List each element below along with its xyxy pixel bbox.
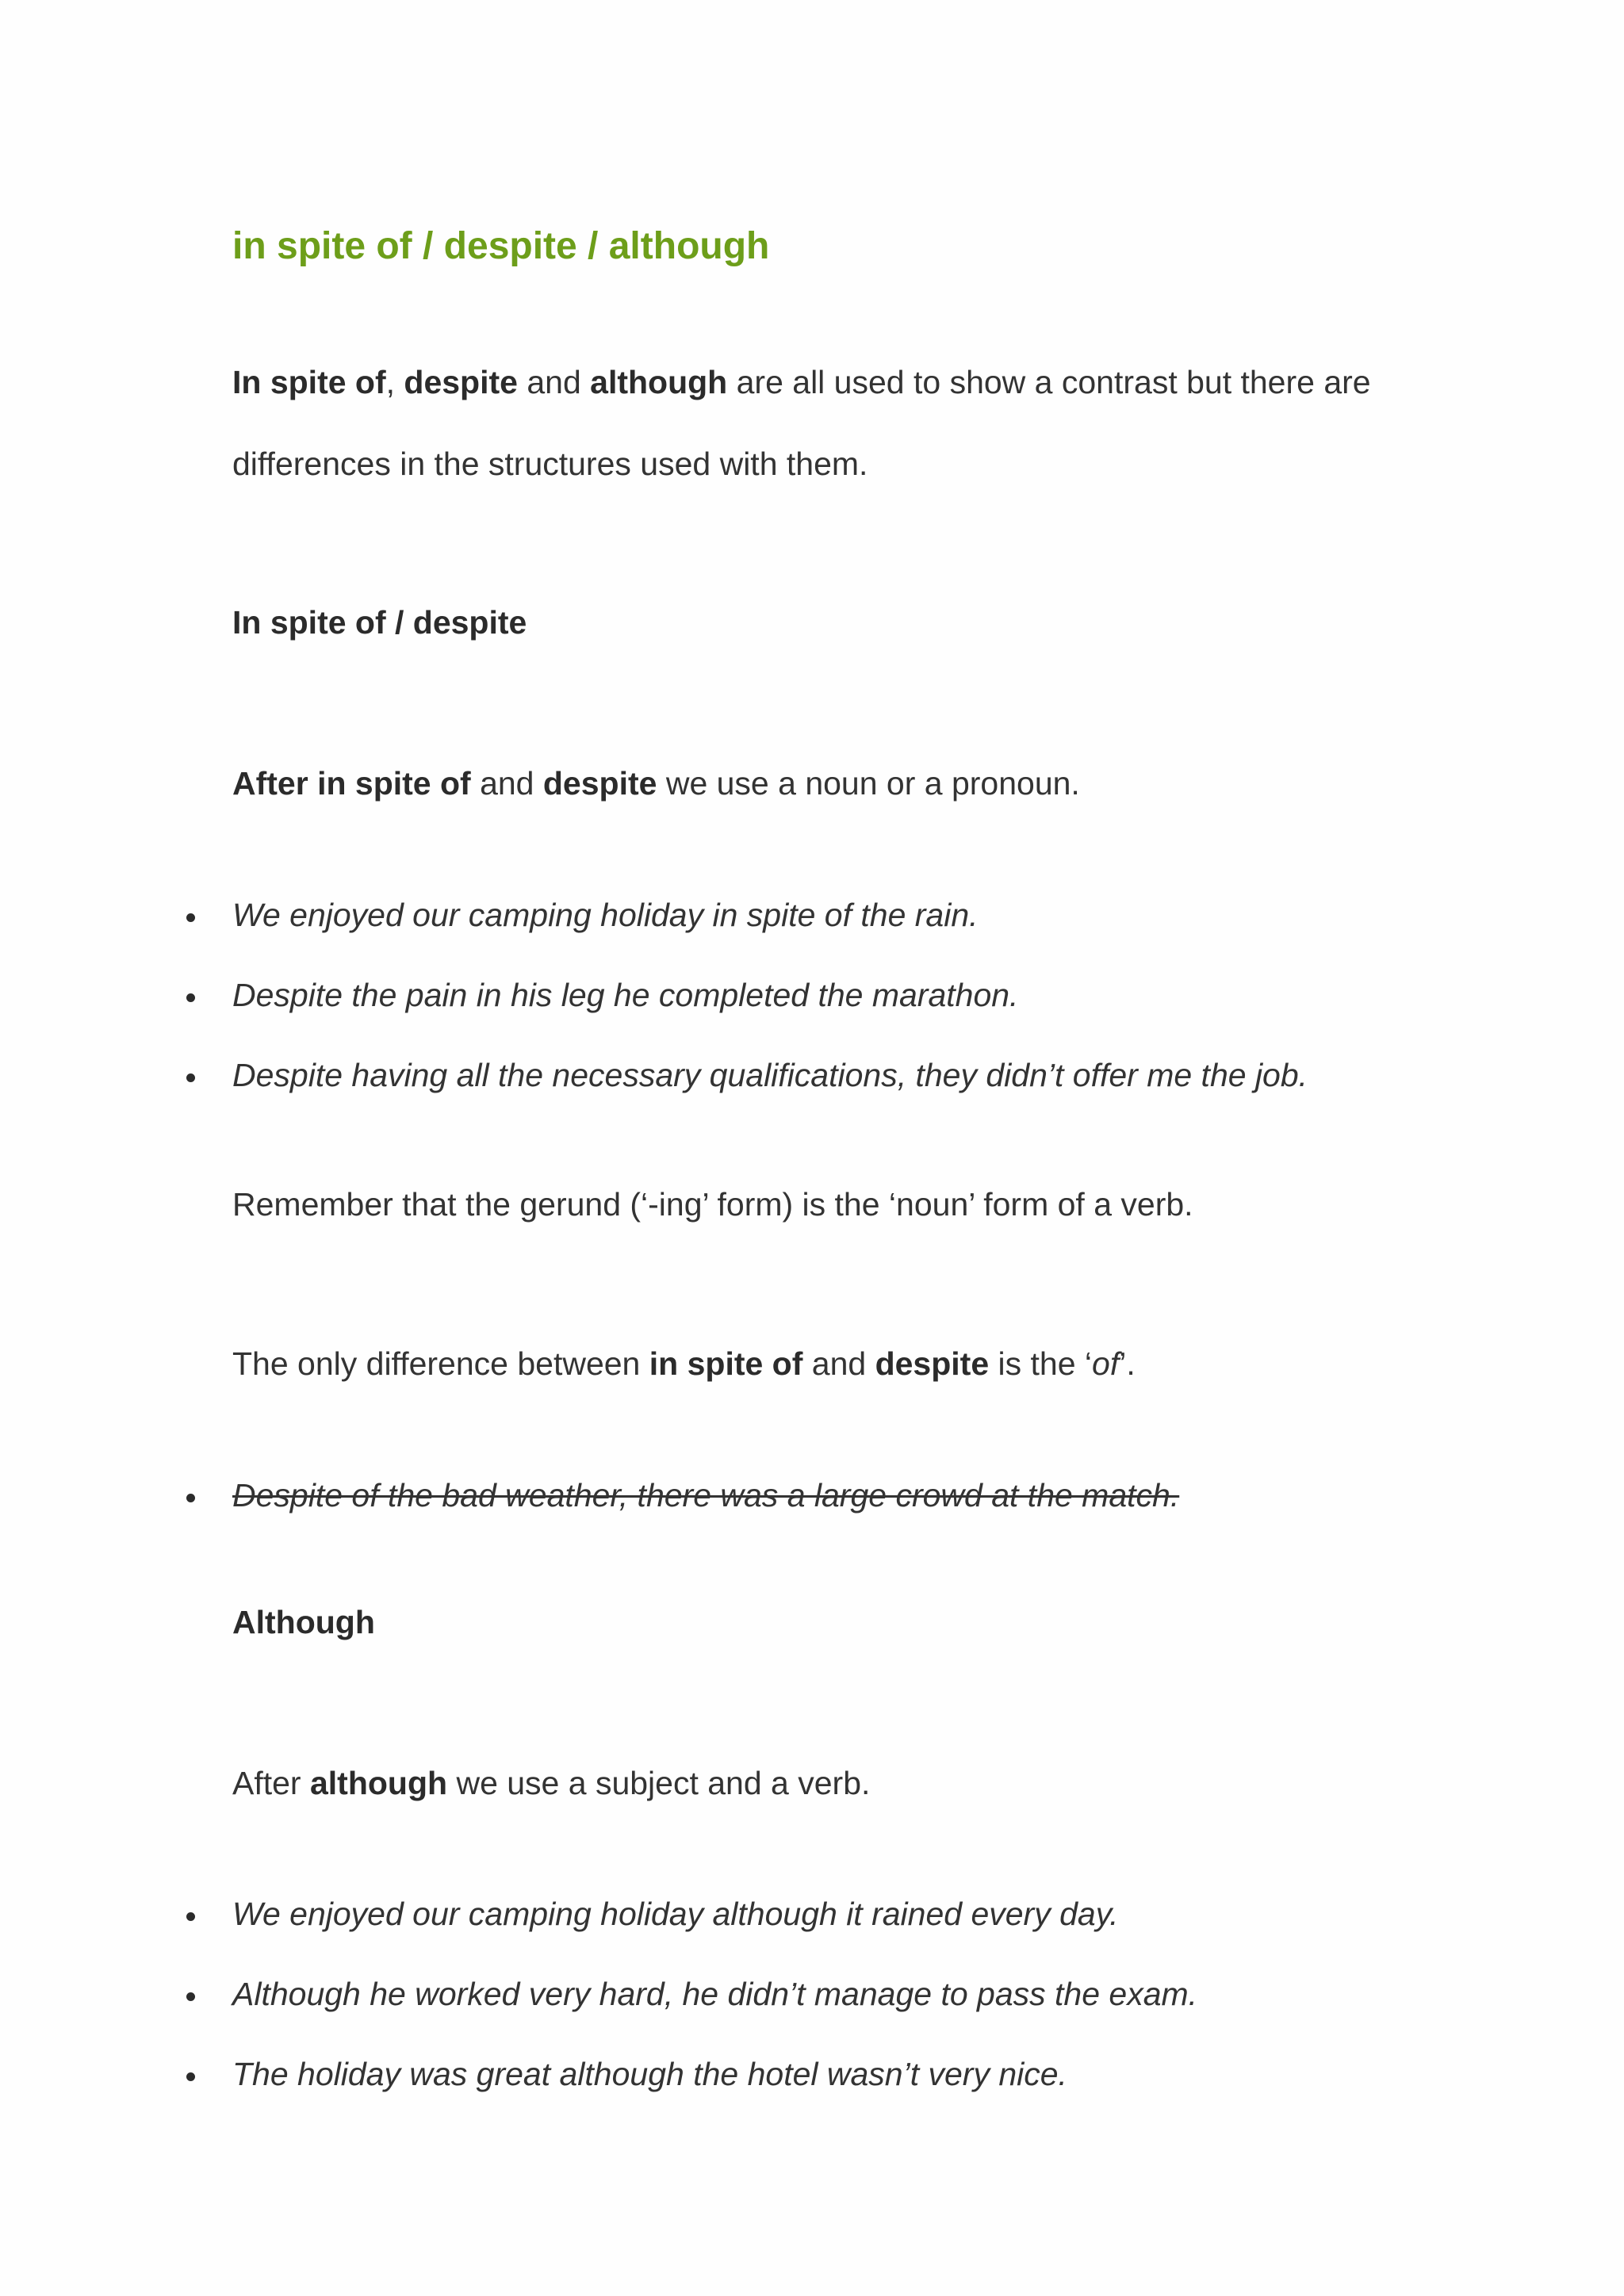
example-item xyxy=(232,896,979,935)
term-although: although xyxy=(590,364,728,400)
example-text: We enjoyed our camping holiday in spite of the rain. xyxy=(232,897,979,933)
text-run: and xyxy=(470,765,543,802)
example-item xyxy=(232,1895,1119,1934)
bullet-icon xyxy=(186,1992,195,2001)
text-run: we use a subject and a verb. xyxy=(447,1765,871,1801)
term-of: of xyxy=(1092,1345,1120,1382)
text-run: and xyxy=(517,364,591,400)
example-item xyxy=(232,1975,1197,2014)
example-text: Although he worked very hard, he didn’t manage to pass the exam. xyxy=(232,1976,1198,2012)
bullet-icon xyxy=(186,913,195,922)
section-heading-although: Although xyxy=(232,1604,375,1640)
text-run: The only difference between xyxy=(232,1345,649,1382)
term-despite: despite xyxy=(404,364,518,400)
example-text: The holiday was great although the hotel wasn’t very nice. xyxy=(232,2056,1067,2092)
bullet-icon xyxy=(186,1494,195,1502)
struck-example-text: Despite of the bad weather, there was a large crowd at the match. xyxy=(232,1477,1180,1513)
page-title: in spite of / despite / although xyxy=(232,225,770,267)
example-text: We enjoyed our camping holiday although it rained every day. xyxy=(232,1896,1119,1932)
term-in-spite-of: in spite of xyxy=(649,1345,803,1382)
bullet-icon xyxy=(186,993,195,1002)
section-heading-in-spite-of-despite: In spite of / despite xyxy=(232,604,527,641)
difference-note xyxy=(232,1345,1136,1383)
text-run: is the ‘ xyxy=(989,1345,1093,1382)
text-run: After xyxy=(232,1765,310,1801)
intro-paragraph-line-2: differences in the structures used with them. xyxy=(232,446,868,482)
bullet-icon xyxy=(186,2072,195,2081)
example-item xyxy=(232,1056,1308,1095)
text-run: we use a noun or a pronoun. xyxy=(657,765,1080,802)
example-item xyxy=(232,2055,1067,2094)
term-in-spite-of: In spite of xyxy=(232,364,386,400)
example-text: Despite the pain in his leg he completed the marathon. xyxy=(232,977,1019,1013)
bullet-icon xyxy=(186,1912,195,1921)
text-run: ’. xyxy=(1119,1345,1136,1382)
example-text: Despite having all the necessary qualifications, they didn’t offer me the job. xyxy=(232,1057,1308,1093)
example-item xyxy=(232,976,1018,1015)
gerund-note: Remember that the gerund (‘-ing’ form) is the ‘noun’ form of a verb. xyxy=(232,1186,1193,1223)
text-run: , xyxy=(385,364,404,400)
term-although: although xyxy=(309,1765,448,1801)
wrong-example-item xyxy=(232,1476,1179,1515)
term-after-in-spite-of: After in spite of xyxy=(232,765,471,802)
text-run: are all used to show a contrast but there are xyxy=(727,364,1371,400)
text-run: and xyxy=(802,1345,875,1382)
bullet-icon xyxy=(186,1073,195,1082)
rule-although xyxy=(232,1764,870,1803)
term-despite: despite xyxy=(875,1345,990,1382)
term-despite: despite xyxy=(542,765,657,802)
rule-in-spite-of-despite xyxy=(232,764,1080,803)
intro-paragraph-line-1 xyxy=(232,363,1371,402)
